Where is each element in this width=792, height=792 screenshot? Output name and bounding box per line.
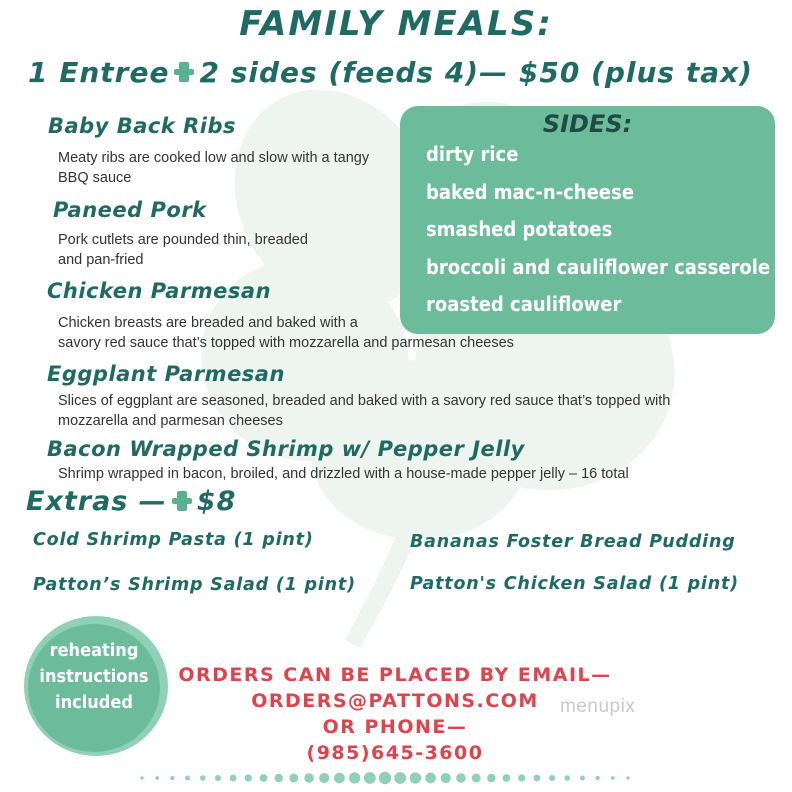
extra-item: Patton's Chicken Salad (1 pint) [410, 574, 739, 594]
side-item: broccoli and cauliflower casserole [426, 254, 771, 279]
entree-description [58, 464, 629, 484]
offer-sides-price-text: 2 sides (feeds 4)— $50 (plus tax) [199, 56, 753, 89]
sides-panel [400, 106, 775, 334]
divider-dot [140, 776, 143, 779]
order-email-intro: ORDERS CAN BE PLACED BY EMAIL— [178, 664, 612, 686]
divider-dot [245, 774, 252, 781]
divider-dot [289, 774, 298, 783]
order-email-address[interactable]: ORDERS@PATTONS.COM [251, 690, 539, 712]
reheat-badge-text [28, 638, 160, 716]
divider-dot [170, 776, 174, 780]
clover-plus-icon [173, 61, 195, 83]
page-title: FAMILY MEALS: [239, 4, 553, 44]
divider-dot [565, 775, 571, 781]
extras-price: $8 [196, 486, 237, 517]
entree-name: Chicken Parmesan [47, 279, 272, 303]
divider-dot [379, 772, 391, 784]
reheat-line: included [55, 692, 133, 713]
extra-item: Patton’s Shrimp Salad (1 pint) [33, 575, 356, 595]
sides-title: SIDES: [542, 110, 633, 138]
divider-dot [334, 773, 345, 784]
extras-label: Extras — [26, 486, 167, 517]
side-item: dirty rice [426, 142, 519, 166]
divider-dot [230, 775, 237, 782]
divider-dot [487, 774, 495, 782]
entree-description [58, 230, 308, 270]
divider-dot [518, 774, 525, 781]
divider-dot [425, 773, 436, 784]
divider-dot [349, 772, 360, 783]
description-line: and pan-fried [58, 252, 144, 268]
divider-dot [580, 776, 585, 781]
divider-dot [215, 775, 221, 781]
order-phone-intro: OR PHONE— [322, 716, 468, 738]
entree-name: Baby Back Ribs [48, 114, 237, 138]
entree-description [58, 148, 369, 188]
description-line: mozzarella and parmesan cheeses [58, 413, 283, 429]
divider-dot [595, 776, 599, 780]
description-line: Pork cutlets are pounded thin, breaded [58, 232, 308, 248]
extra-item: Bananas Foster Bread Pudding [410, 532, 736, 552]
extra-item: Cold Shrimp Pasta (1 pint) [33, 530, 314, 550]
divider-dot [155, 776, 159, 780]
order-phone-number[interactable]: (985)645-3600 [306, 742, 484, 764]
side-item: roasted cauliflower [426, 292, 622, 316]
description-line: Shrimp wrapped in bacon, broiled, and drizzled with a house-made pepper jelly – 16 total [58, 466, 629, 482]
divider-dot [185, 776, 190, 781]
description-line: savory red sauce that’s topped with mozzarella and parmesan cheeses [58, 335, 514, 351]
side-item: smashed potatoes [426, 217, 613, 241]
family-meal-offer [28, 56, 753, 89]
divider-dot [472, 774, 481, 783]
divider-dot [394, 772, 406, 784]
divider-dot [503, 774, 511, 782]
divider-dot [364, 772, 376, 784]
entree-description [58, 391, 670, 431]
divider-dot [456, 773, 466, 783]
divider-dot [626, 776, 629, 779]
divider-dot [549, 775, 555, 781]
extras-heading [26, 486, 236, 517]
divider-dot [304, 773, 314, 783]
dot-divider [0, 770, 792, 786]
description-line: BBQ sauce [58, 170, 132, 186]
entree-name: Bacon Wrapped Shrimp w/ Pepper Jelly [47, 437, 525, 461]
divider-dot [260, 774, 268, 782]
entree-name: Paneed Pork [53, 198, 207, 222]
divider-dot [611, 776, 615, 780]
description-line: Chicken breasts are breaded and baked with a [58, 315, 358, 331]
divider-dot [274, 774, 282, 782]
sides-list [426, 136, 770, 324]
watermark: menupix [560, 696, 636, 717]
reheat-line: instructions [39, 666, 149, 687]
reheat-line: reheating [49, 640, 139, 661]
clover-plus-icon [171, 490, 193, 512]
offer-entree-text: 1 Entree [28, 56, 170, 89]
divider-dot [534, 775, 541, 782]
divider-dot [441, 773, 451, 783]
description-line: Meaty ribs are cooked low and slow with a tangy [58, 150, 370, 166]
divider-dot [200, 775, 206, 781]
entree-name: Eggplant Parmesan [47, 362, 285, 386]
description-line: Slices of eggplant are seasoned, breaded and baked with a savory red sauce that’s topped with [58, 393, 671, 409]
divider-dot [410, 772, 421, 783]
divider-dot [319, 773, 329, 783]
side-item: baked mac-n-cheese [426, 179, 634, 204]
